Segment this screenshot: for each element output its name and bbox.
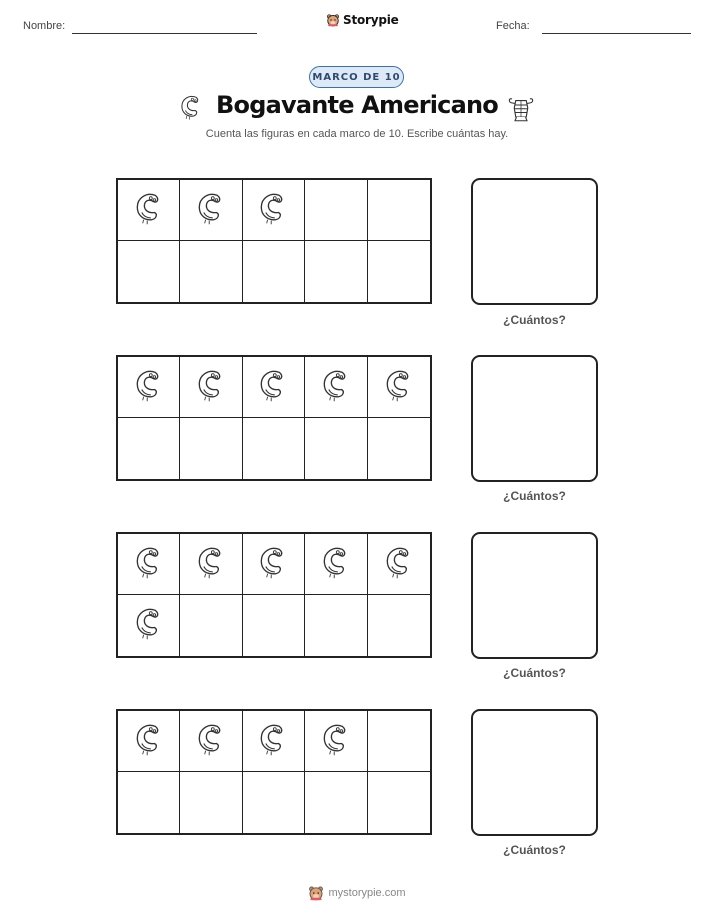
answer-box-4[interactable] (471, 709, 598, 836)
date-line[interactable] (542, 33, 691, 34)
answer-box-1[interactable] (471, 178, 598, 305)
frame-cell (368, 418, 430, 479)
frame-cell (180, 772, 242, 833)
frame-cell (118, 180, 180, 241)
frame-cell (243, 772, 305, 833)
answer-box-2[interactable] (471, 355, 598, 482)
frame-cell (180, 534, 242, 595)
frame-cell (118, 241, 180, 302)
answer-prompt-3: ¿Cuántos? (503, 666, 566, 680)
ten-frame-3 (116, 532, 432, 658)
frame-cell (305, 772, 367, 833)
lobster-claw-icon (193, 543, 229, 586)
answer-prompt-4: ¿Cuántos? (503, 843, 566, 857)
lobster-claw-icon (381, 543, 417, 586)
footer-url: mystorypie.com (328, 887, 406, 899)
lobster-claw-icon (177, 92, 205, 122)
frame-cell (368, 180, 430, 241)
footer (0, 885, 714, 901)
lobster-claw-icon (131, 720, 167, 763)
frame-cell (118, 534, 180, 595)
frame-cell (180, 357, 242, 418)
frame-cell (243, 180, 305, 241)
lobster-claw-icon (193, 366, 229, 409)
date-label: Fecha: (496, 20, 530, 32)
frame-cell (305, 711, 367, 772)
brand-logo (326, 13, 399, 27)
frame-cell (243, 241, 305, 302)
instructions: Cuenta las figuras en cada marco de 10. Escribe cuántas hay. (205, 128, 509, 140)
frame-cell (368, 595, 430, 656)
frame-cell (243, 711, 305, 772)
lobster-icon (506, 93, 536, 123)
frame-cell (118, 595, 180, 656)
answer-prompt-2: ¿Cuántos? (503, 489, 566, 503)
frame-cell (180, 180, 242, 241)
lobster-claw-icon (193, 720, 229, 763)
frame-cell (243, 534, 305, 595)
lobster-claw-icon (131, 604, 167, 647)
frame-cell (305, 534, 367, 595)
frame-cell (243, 357, 305, 418)
frame-cell (305, 418, 367, 479)
lobster-claw-icon (318, 543, 354, 586)
frame-cell (368, 711, 430, 772)
answer-box-3[interactable] (471, 532, 598, 659)
lobster-claw-icon (131, 366, 167, 409)
ten-frame-2 (116, 355, 432, 481)
frame-cell (305, 357, 367, 418)
frame-cell (118, 711, 180, 772)
frame-cell (180, 241, 242, 302)
frame-cell (243, 418, 305, 479)
brand-name: Storypie (343, 13, 399, 27)
worksheet-type-badge: MARCO DE 10 (309, 66, 404, 88)
frame-cell (368, 241, 430, 302)
lobster-claw-icon (193, 189, 229, 232)
frame-cell (118, 418, 180, 479)
name-line[interactable] (72, 33, 257, 34)
lobster-claw-icon (255, 189, 291, 232)
frame-cell (180, 418, 242, 479)
frame-cell (305, 241, 367, 302)
lobster-claw-icon (255, 720, 291, 763)
frame-cell (180, 711, 242, 772)
lobster-claw-icon (255, 543, 291, 586)
lobster-claw-icon (255, 366, 291, 409)
frame-cell (368, 357, 430, 418)
frame-cell (180, 595, 242, 656)
frame-cell (368, 534, 430, 595)
lobster-claw-icon (131, 543, 167, 586)
lobster-claw-icon (318, 720, 354, 763)
answer-prompt-1: ¿Cuántos? (503, 313, 566, 327)
lobster-claw-icon (131, 189, 167, 232)
frame-cell (368, 772, 430, 833)
ten-frame-1 (116, 178, 432, 304)
frame-cell (305, 180, 367, 241)
frame-cell (243, 595, 305, 656)
page-title: Bogavante Americano (216, 91, 498, 119)
lobster-claw-icon (381, 366, 417, 409)
ten-frame-4 (116, 709, 432, 835)
storypie-bear-icon (308, 885, 324, 901)
name-label: Nombre: (23, 20, 66, 32)
lobster-claw-icon (318, 366, 354, 409)
frame-cell (305, 595, 367, 656)
storypie-bear-icon (326, 13, 340, 27)
frame-cell (118, 357, 180, 418)
frame-cell (118, 772, 180, 833)
